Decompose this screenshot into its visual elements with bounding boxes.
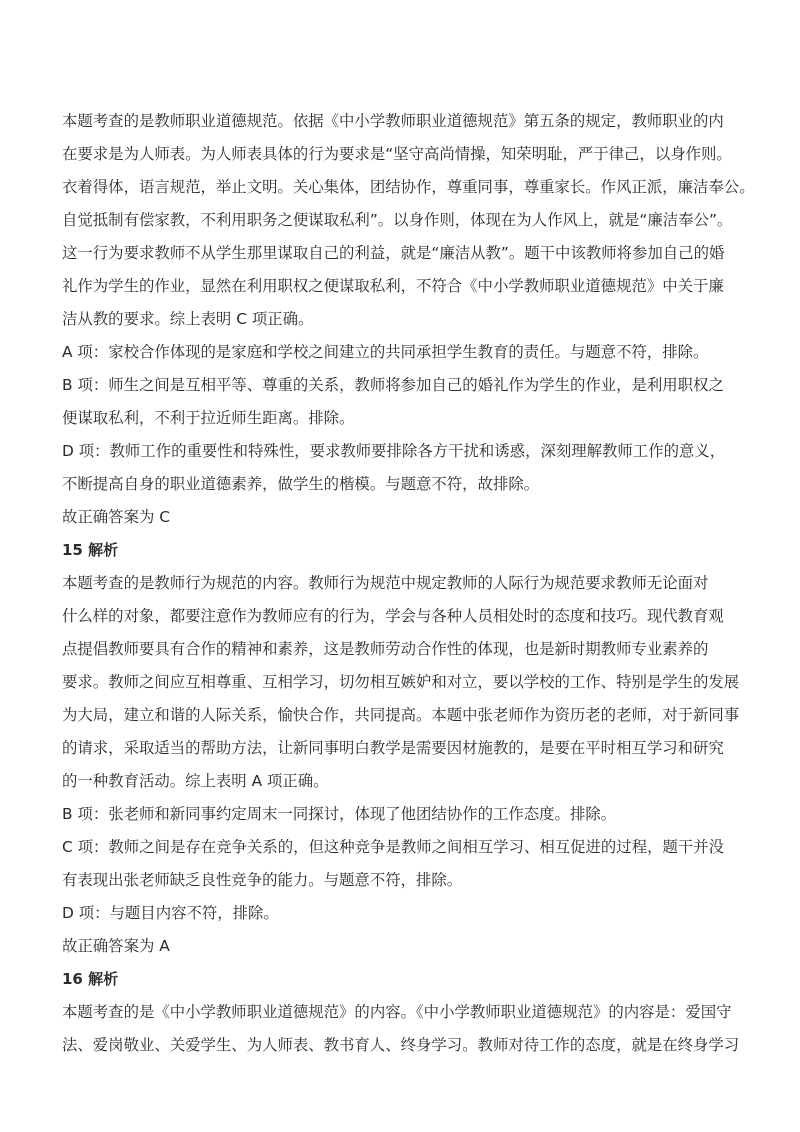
paragraph-line: 的一种教育活动。综上表明 A 项正确。 xyxy=(62,772,329,790)
section-heading: 15 解析 xyxy=(62,541,119,559)
paragraph-line: 点提倡教师要具有合作的精神和素养，这是教师劳动合作性的体现，也是新时期教师专业素养的 xyxy=(62,640,709,658)
answer-line: 故正确答案为 C xyxy=(62,508,170,526)
option-line: D 项：与题目内容不符，排除。 xyxy=(62,904,279,922)
paragraph-line: 这一行为要求教师不从学生那里谋取自己的利益，就是“廉洁从教”。题干中该教师将参加自己的婚 xyxy=(62,244,725,262)
paragraph-line: 在要求是为人师表。为人师表具体的行为要求是“坚守高尚情操，知荣明耻，严于律己，以身作则。 xyxy=(62,145,732,163)
paragraph-line: 洁从教的要求。综上表明 C 项正确。 xyxy=(62,310,314,328)
paragraph-line: 什么样的对象，都要注意作为教师应有的行为，学会与各种人员相处时的态度和技巧。现代教育观 xyxy=(62,607,724,625)
option-line: 便谋取私利，不利于拉近师生距离。排除。 xyxy=(62,409,355,427)
option-line: B 项：师生之间是互相平等、尊重的关系，教师将参加自己的婚礼作为学生的作业，是利用职权之 xyxy=(62,376,724,394)
option-line: 有表现出张老师缺乏良性竞争的能力。与题意不符，排除。 xyxy=(62,871,463,889)
paragraph-line: 自觉抵制有偿家教，不利用职务之便谋取私利”。以身作则，体现在为人作风上，就是“廉洁奉公”。 xyxy=(62,211,733,229)
option-line: 不断提高自身的职业道德素养，做学生的楷模。与题意不符，故排除。 xyxy=(62,475,540,493)
option-line: B 项：张老师和新同事约定周末一同探讨，体现了他团结协作的工作态度。排除。 xyxy=(62,805,617,823)
option-line: C 项：教师之间是存在竞争关系的，但这种竞争是教师之间相互学习、相互促进的过程，题干并没 xyxy=(62,838,725,856)
paragraph-line: 本题考查的是教师职业道德规范。依据《中小学教师职业道德规范》第五条的规定，教师职业的内 xyxy=(62,112,724,130)
answer-line: 故正确答案为 A xyxy=(62,937,170,955)
paragraph-line: 衣着得体，语言规范，举止文明。关心集体，团结协作，尊重同事，尊重家长。作风正派，廉洁奉公。 xyxy=(62,178,755,196)
paragraph-line: 礼作为学生的作业，显然在利用职权之便谋取私利，不符合《中小学教师职业道德规范》中关于廉 xyxy=(62,277,724,295)
paragraph-line: 要求。教师之间应互相尊重、互相学习，切勿相互嫉妒和对立，要以学校的工作、特别是学生的发展 xyxy=(62,673,740,691)
paragraph-line: 的请求，采取适当的帮助方法，让新同事明白教学是需要因材施教的，是要在平时相互学习和研究 xyxy=(62,739,724,757)
option-line: A 项：家校合作体现的是家庭和学校之间建立的共同承担学生教育的责任。与题意不符，排除。 xyxy=(62,343,709,361)
paragraph-line: 本题考查的是教师行为规范的内容。教师行为规范中规定教师的人际行为规范要求教师无论面对 xyxy=(62,574,709,592)
paragraph-line: 为大局，建立和谐的人际关系，愉快合作，共同提高。本题中张老师作为资历老的老师，对于新同事 xyxy=(62,706,740,724)
paragraph-line: 法、爱岗敬业、关爱学生、为人师表、教书育人、终身学习。教师对待工作的态度，就是在终身学习 xyxy=(62,1036,740,1054)
paragraph-line: 本题考查的是《中小学教师职业道德规范》的内容。《中小学教师职业道德规范》的内容是：爱国守 xyxy=(62,1003,732,1021)
option-line: D 项：教师工作的重要性和特殊性，要求教师要排除各方干扰和诱惑，深刻理解教师工作的意义， xyxy=(62,442,726,460)
section-heading: 16 解析 xyxy=(62,970,119,988)
